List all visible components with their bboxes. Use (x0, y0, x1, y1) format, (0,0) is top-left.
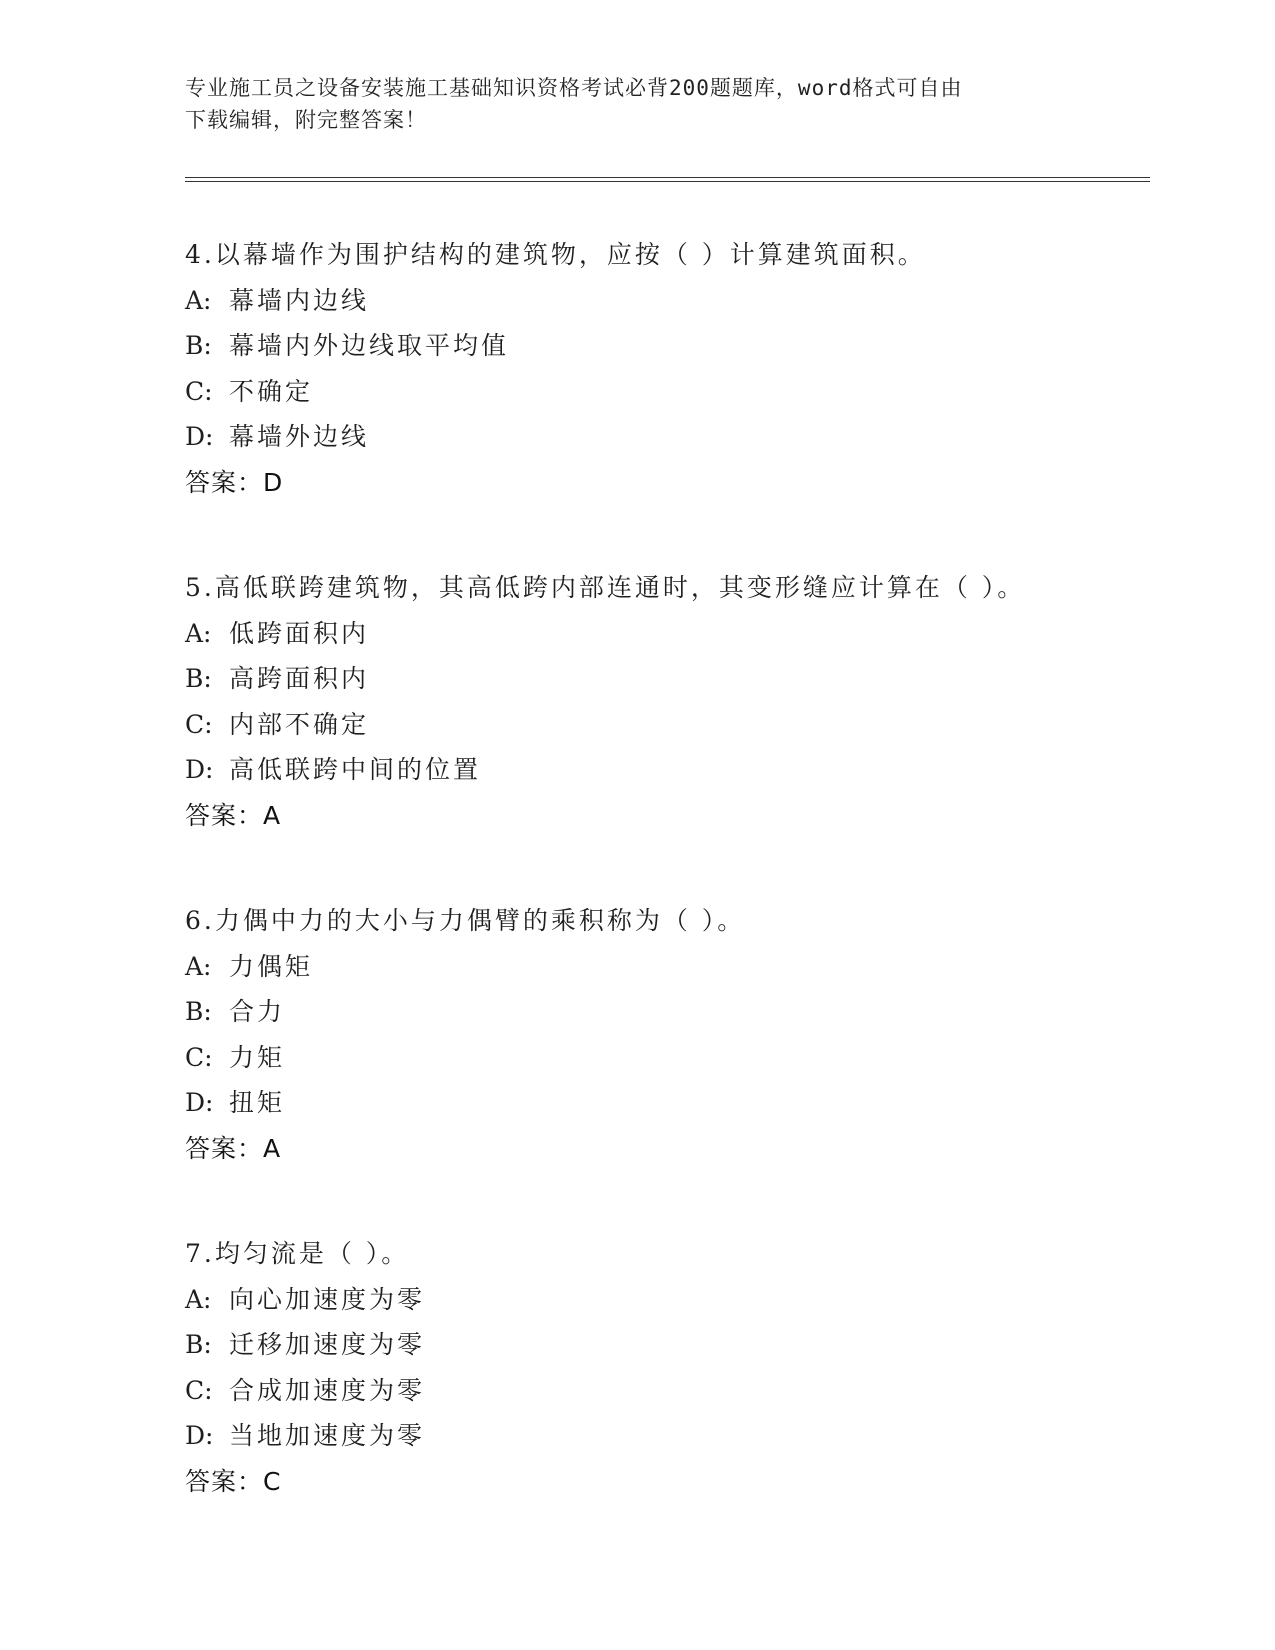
option-key: B: (185, 997, 212, 1026)
option-text: 力偶矩 (229, 951, 314, 981)
option-c (185, 1035, 1165, 1081)
option-b (185, 1322, 1165, 1368)
option-text: 低跨面积内 (229, 618, 370, 648)
option-key: A: (185, 951, 212, 981)
option-key: D: (185, 422, 214, 451)
option-a (185, 944, 1165, 990)
option-text: 不确定 (229, 376, 314, 406)
option-text: 向心加速度为零 (229, 1284, 426, 1314)
option-text: 合力 (229, 997, 286, 1026)
question-stem: 6.力偶中力的大小与力偶臂的乘积称为（ ）。 (185, 906, 746, 935)
option-key: B: (185, 1330, 212, 1359)
question-stem: 4.以幕墙作为围护结构的建筑物，应按（ ）计算建筑面积。 (185, 240, 926, 269)
option-text: 幕墙内外边线取平均值 (229, 331, 510, 360)
option-a (185, 1277, 1165, 1323)
option-text: 力矩 (229, 1042, 286, 1072)
option-a (185, 278, 1165, 324)
option-key: C: (185, 1375, 213, 1405)
option-text: 幕墙内边线 (229, 285, 370, 315)
option-b (185, 656, 1165, 702)
option-c (185, 702, 1165, 748)
option-text: 扭矩 (229, 1088, 286, 1117)
header-divider-bottom (185, 181, 1150, 182)
answer-line: 答案：C (185, 1466, 282, 1496)
option-c (185, 369, 1165, 415)
question-6 (185, 898, 1165, 1171)
header-line-1: 专业施工员之设备安装施工基础知识资格考试必背200题题库，word格式可自由 (185, 76, 963, 100)
option-d (185, 1413, 1165, 1459)
header-line-2: 下载编辑，附完整答案！ (185, 108, 427, 132)
option-text: 合成加速度为零 (229, 1375, 426, 1405)
option-d (185, 747, 1165, 793)
option-key: D: (185, 1088, 214, 1117)
question-7 (185, 1231, 1165, 1504)
answer-line: 答案：A (185, 800, 282, 830)
question-4 (185, 232, 1165, 505)
answer-line: 答案：D (185, 467, 284, 497)
option-d (185, 1080, 1165, 1126)
option-key: A: (185, 1284, 212, 1314)
option-text: 高低联跨中间的位置 (229, 755, 482, 784)
option-key: D: (185, 755, 214, 784)
question-stem: 5.高低联跨建筑物，其高低跨内部连通时，其变形缝应计算在（ ）。 (185, 573, 1026, 602)
option-key: C: (185, 376, 213, 406)
option-key: C: (185, 1042, 213, 1072)
answer-line: 答案：A (185, 1133, 282, 1163)
option-key: A: (185, 285, 212, 315)
option-text: 内部不确定 (229, 709, 370, 739)
option-text: 幕墙外边线 (229, 422, 370, 451)
option-key: B: (185, 664, 212, 693)
question-stem: 7.均匀流是（ ）。 (185, 1239, 410, 1268)
option-key: A: (185, 618, 212, 648)
option-text: 当地加速度为零 (229, 1421, 426, 1450)
document-header (185, 72, 1085, 136)
option-text: 高跨面积内 (229, 664, 370, 693)
option-key: D: (185, 1421, 214, 1450)
question-5 (185, 565, 1165, 838)
option-d (185, 414, 1165, 460)
option-key: C: (185, 709, 213, 739)
option-b (185, 323, 1165, 369)
option-c (185, 1368, 1165, 1414)
option-b (185, 989, 1165, 1035)
question-list (185, 232, 1165, 1564)
header-divider-top (185, 177, 1150, 178)
option-a (185, 611, 1165, 657)
option-text: 迁移加速度为零 (229, 1330, 426, 1359)
option-key: B: (185, 331, 212, 360)
